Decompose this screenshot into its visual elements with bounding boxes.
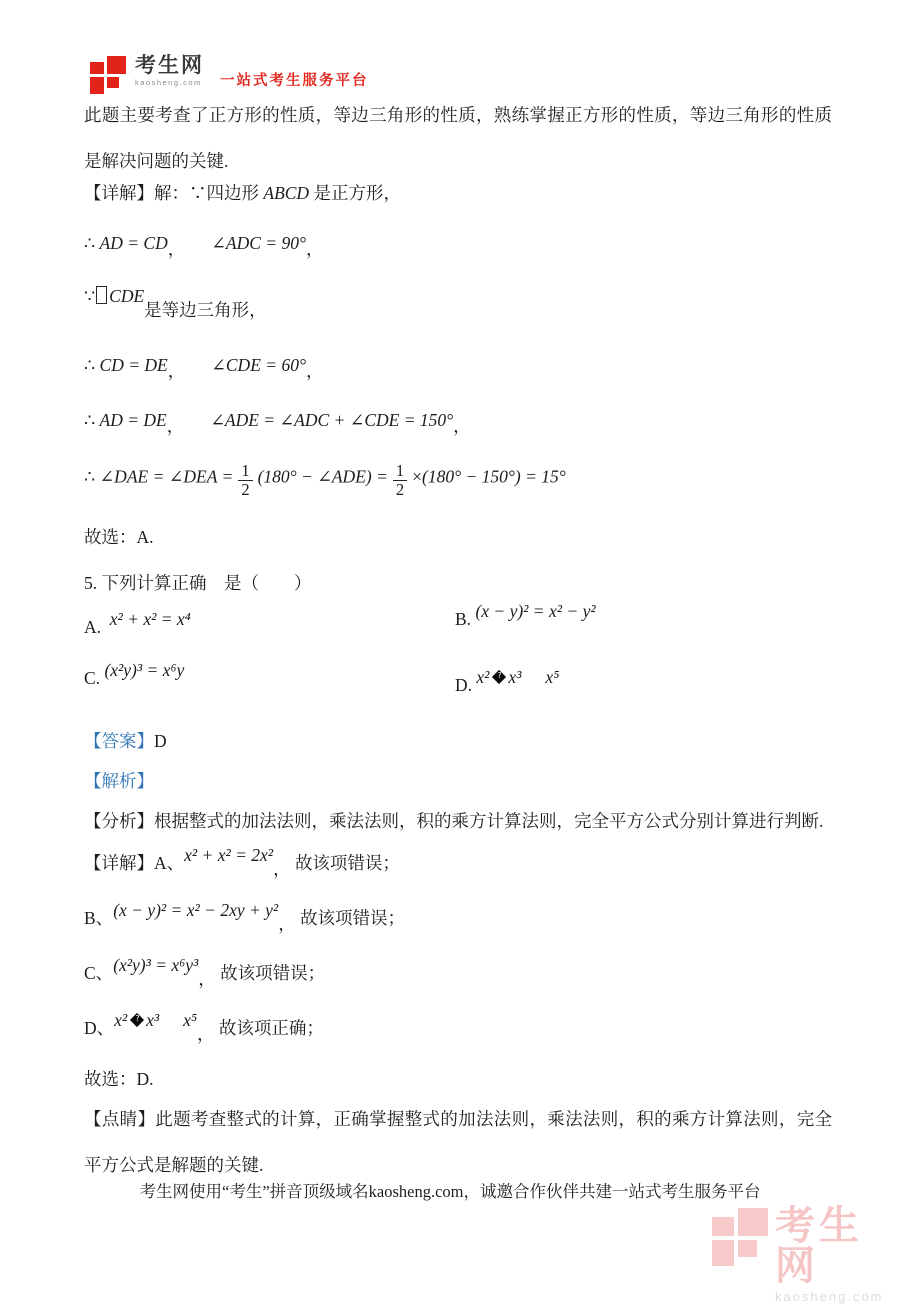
method-tag: 【分析】 — [84, 811, 154, 831]
kaosheng-logo-icon — [712, 1206, 767, 1268]
brand-name: 考生网 — [774, 1204, 863, 1288]
math-expression: x² + x² = x⁴ — [109, 609, 191, 629]
replacement-char-icon: ? — [130, 1013, 144, 1027]
math-expression: x² ? x³ x⁵ — [114, 1010, 198, 1030]
chosen-option: D. — [136, 1069, 154, 1089]
analysis-tag: 【解析】 — [84, 771, 154, 791]
math-expression: x² + x² = 2x² — [184, 845, 274, 865]
times-symbol: × — [412, 466, 423, 487]
therefore-symbol: ∴ — [84, 233, 100, 253]
math-expression: CDE — [109, 286, 145, 306]
because-symbol: ∵ — [189, 183, 207, 203]
q5-stem: 5. 下列计算正确 是（ ） — [84, 573, 312, 593]
math-expression: x² ? x³ x⁵ — [476, 667, 560, 687]
q5-detail-c: C、(x²y)³ = x⁶y³， 故该项错误； — [84, 955, 326, 989]
q5-detail-b: B、(x − y)² = x² − 2xy + y²， 故该项错误； — [84, 900, 406, 934]
fraction-one-half: $\frac{1}{2}$ — [238, 462, 252, 500]
q5-option-d: D. x² ? x³ x⁵ — [455, 667, 560, 695]
math-expression: (180° − ∠ADE) = — [257, 466, 388, 487]
therefore-symbol: ∴ — [84, 410, 100, 430]
footer-slogan: 考生网使用“考生”拼音顶级域名kaosheng.com，诚邀合作伙伴共建一站式考生服务平台 — [139, 1182, 761, 1201]
detail-tag: 【详解】 — [84, 853, 154, 873]
therefore-symbol: ∴ — [84, 466, 100, 487]
answer-value: D — [154, 731, 167, 751]
kaosheng-watermark-logo — [712, 1206, 900, 1304]
q5-option-b: B. (x − y)² = x² − y² — [455, 601, 596, 629]
answer-tag: 【答案】 — [84, 731, 154, 751]
intro-paragraph: 此题主要考查了正方形的性质，等边三角形的性质，熟练掌握正方形的性质，等边三角形的性质是解决问题的关键. — [84, 105, 832, 171]
math-expression: (180° − 150°) = 15° — [422, 466, 566, 487]
kaosheng-logo-icon — [90, 55, 127, 95]
kaosheng-logo — [90, 55, 369, 95]
replacement-char-icon: ? — [492, 670, 506, 684]
brand-domain: kaosheng.com — [774, 1289, 884, 1304]
math-expression: ∠ADE = ∠ADC + ∠CDE = 150° — [210, 410, 454, 430]
q4-answer-choice: 故选：A. — [84, 527, 154, 547]
brand-tagline: 一站式考生服务平台 — [220, 73, 369, 89]
math-expression: (x − y)² = x² − 2xy + y² — [113, 900, 279, 920]
math-expression: (x²y)³ = x⁶y³ — [113, 955, 199, 975]
fraction-one-half: $\frac{1}{2}$ — [393, 462, 407, 500]
math-expression: AD = CD — [99, 233, 168, 253]
q5-answer-line — [84, 728, 167, 753]
missing-glyph-box — [96, 286, 107, 304]
q5-answer-choice: 故选：D. — [84, 1069, 154, 1089]
q5-analysis-tag-line — [84, 768, 154, 793]
q4-detail-line: 【详解】解：∵四边形 ABCD 是正方形， — [84, 183, 401, 203]
q4-step-5-equation — [84, 462, 566, 500]
q5-option-c: C. (x²y)³ = x⁶y — [84, 660, 185, 688]
q5-option-a: A. x² + x² = x⁴ — [84, 609, 191, 637]
math-expression: ∠DAE = ∠DEA = — [99, 466, 234, 487]
math-expression: ABCD — [263, 183, 310, 203]
brand-domain: kaosheng.com — [135, 78, 202, 87]
chosen-option: A. — [136, 527, 154, 547]
because-symbol: ∵ — [84, 286, 96, 306]
q5-method-line: 【分析】根据整式的加法法则，乘法法则，积的乘方计算法则，完全平方公式分别计算进行判断. — [84, 811, 824, 831]
detail-tag: 【详解】 — [84, 183, 154, 203]
q5-detail-d: D、x² ? x³ x⁵， 故该项正确； — [84, 1010, 324, 1044]
q5-detail-a: 【详解】A、x² + x² = 2x²， 故该项错误； — [84, 845, 400, 879]
math-expression: ∠ADC = 90° — [211, 233, 306, 253]
therefore-symbol: ∴ — [84, 355, 100, 375]
math-expression: CD = DE — [99, 355, 168, 375]
math-expression: ∠CDE = 60° — [211, 355, 306, 375]
q4-step-4: ∴ AD = DE， ∠ADE = ∠ADC + ∠CDE = 150°， — [84, 410, 471, 436]
q4-step-2: ∵ CDE是等边三角形， — [84, 286, 267, 320]
math-expression: AD = DE — [99, 410, 167, 430]
math-expression: (x − y)² = x² − y² — [475, 601, 596, 621]
note-tag: 【点睛】 — [84, 1109, 156, 1129]
q4-step-3: ∴ CD = DE， ∠CDE = 60°， — [84, 355, 324, 381]
q5-note-paragraph: 【点睛】此题考查整式的计算，正确掌握整式的加法法则，乘法法则，积的乘方计算法则，完全平方公式是解题的关键. — [84, 1109, 833, 1175]
brand-name: 考生网 — [135, 54, 204, 77]
q4-step-1: ∴ AD = CD， ∠ADC = 90°， — [84, 233, 324, 259]
math-expression: (x²y)³ = x⁶y — [104, 660, 185, 680]
